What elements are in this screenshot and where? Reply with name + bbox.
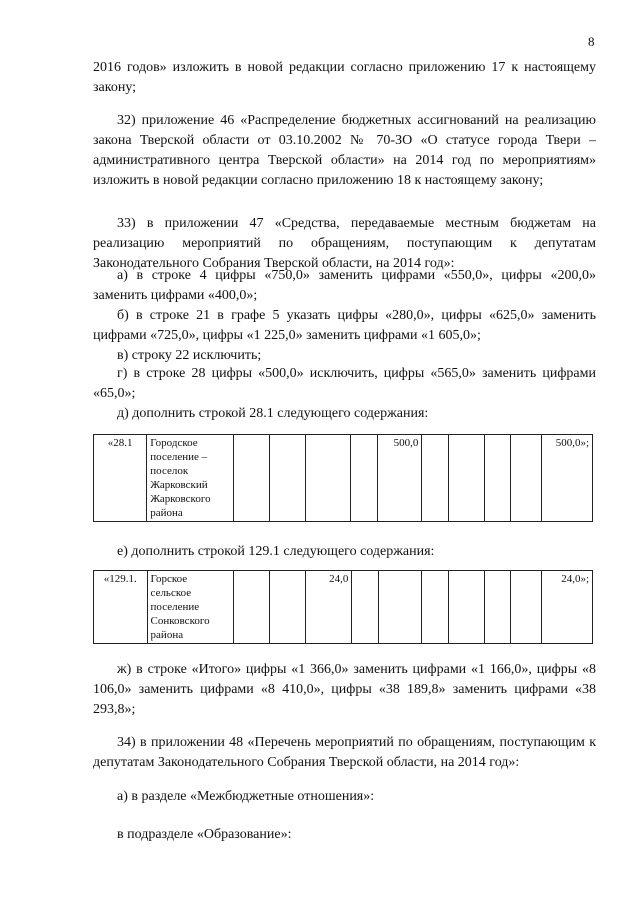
- recipient-name: Горское сельское поселение Сонковского района: [147, 571, 233, 644]
- table-row-28-1: [93, 434, 593, 522]
- amount-cell: 24,0: [305, 571, 351, 644]
- cell-empty: [378, 571, 422, 644]
- cell-empty: [305, 435, 351, 522]
- cell-empty: [511, 571, 542, 644]
- item-b: б) в строке 21 в графе 5 указать цифры «280,0», цифры «625,0» заменить цифрами «725,0», цифры «1 225,0» заменить цифрами «1 605,0»;: [93, 308, 596, 343]
- cell-empty: [422, 571, 448, 644]
- item-v: в) строку 22 исключить;: [117, 348, 262, 363]
- item-e: е) дополнить строкой 129.1 следующего содержания:: [117, 544, 435, 559]
- cell-empty: [269, 571, 305, 644]
- item-a: а) в строке 4 цифры «750,0» заменить цифрами «550,0», цифры «200,0» заменить цифрами «400,0»;: [93, 268, 596, 303]
- cell-empty: [351, 435, 377, 522]
- cell-empty: [448, 571, 484, 644]
- cell-empty: [233, 435, 269, 522]
- row-number: «129.1.: [94, 571, 148, 644]
- cell-empty: [511, 435, 542, 522]
- row-number: «28.1: [94, 435, 147, 522]
- table-row-129-1: [93, 570, 593, 644]
- page-number: 8: [588, 34, 595, 49]
- paragraph-33: 33) в приложении 47 «Средства, передаваемые местным бюджетам на реализацию мероприятий по обращениям, поступающим к депутатам Законодательного Собрания Тверской области, на 2014 год»:: [93, 216, 596, 271]
- recipient-name: Городское поселение – поселок Жарковский Жарковского района: [147, 435, 233, 522]
- paragraph-intro: 2016 годов» изложить в новой редакции согласно приложению 17 к настоящему закону;: [93, 60, 596, 95]
- item-zh: ж) в строке «Итого» цифры «1 366,0» заменить цифрами «1 166,0», цифры «8 106,0» заменить цифрами «8 410,0», цифры «38 189,8» заменить цифрами «38 293,8»;: [93, 662, 596, 717]
- cell-empty: [233, 571, 269, 644]
- cell-empty: [352, 571, 378, 644]
- item-d: д) дополнить строкой 28.1 следующего содержания:: [117, 406, 429, 421]
- item-g: г) в строке 28 цифры «500,0» исключить, цифры «565,0» заменить цифрами «65,0»;: [93, 366, 596, 401]
- subsection-title: в подразделе «Образование»:: [117, 827, 292, 842]
- cell-empty: [269, 435, 305, 522]
- paragraph-32: 32) приложение 46 «Распределение бюджетных ассигнований на реализацию закона Тверской области от 03.10.2002 № 70-ЗО «О статусе города Твери – административного центра Тверской области» на 2014 год по мероприятиям» изложить в новой редакции согласно приложению 18 к настоящему закону;: [93, 113, 596, 188]
- cell-empty: [484, 571, 510, 644]
- cell-empty: [422, 435, 448, 522]
- total-cell: 500,0»;: [542, 435, 593, 522]
- cell-empty: [448, 435, 484, 522]
- total-cell: 24,0»;: [542, 571, 593, 644]
- item-34-a: а) в разделе «Межбюджетные отношения»:: [117, 789, 375, 804]
- paragraph-34: 34) в приложении 48 «Перечень мероприятий по обращениям, поступающим к депутатам Законодательного Собрания Тверской области, на 2014 год»:: [93, 735, 596, 770]
- cell-empty: [484, 435, 510, 522]
- amount-cell: 500,0: [377, 435, 422, 522]
